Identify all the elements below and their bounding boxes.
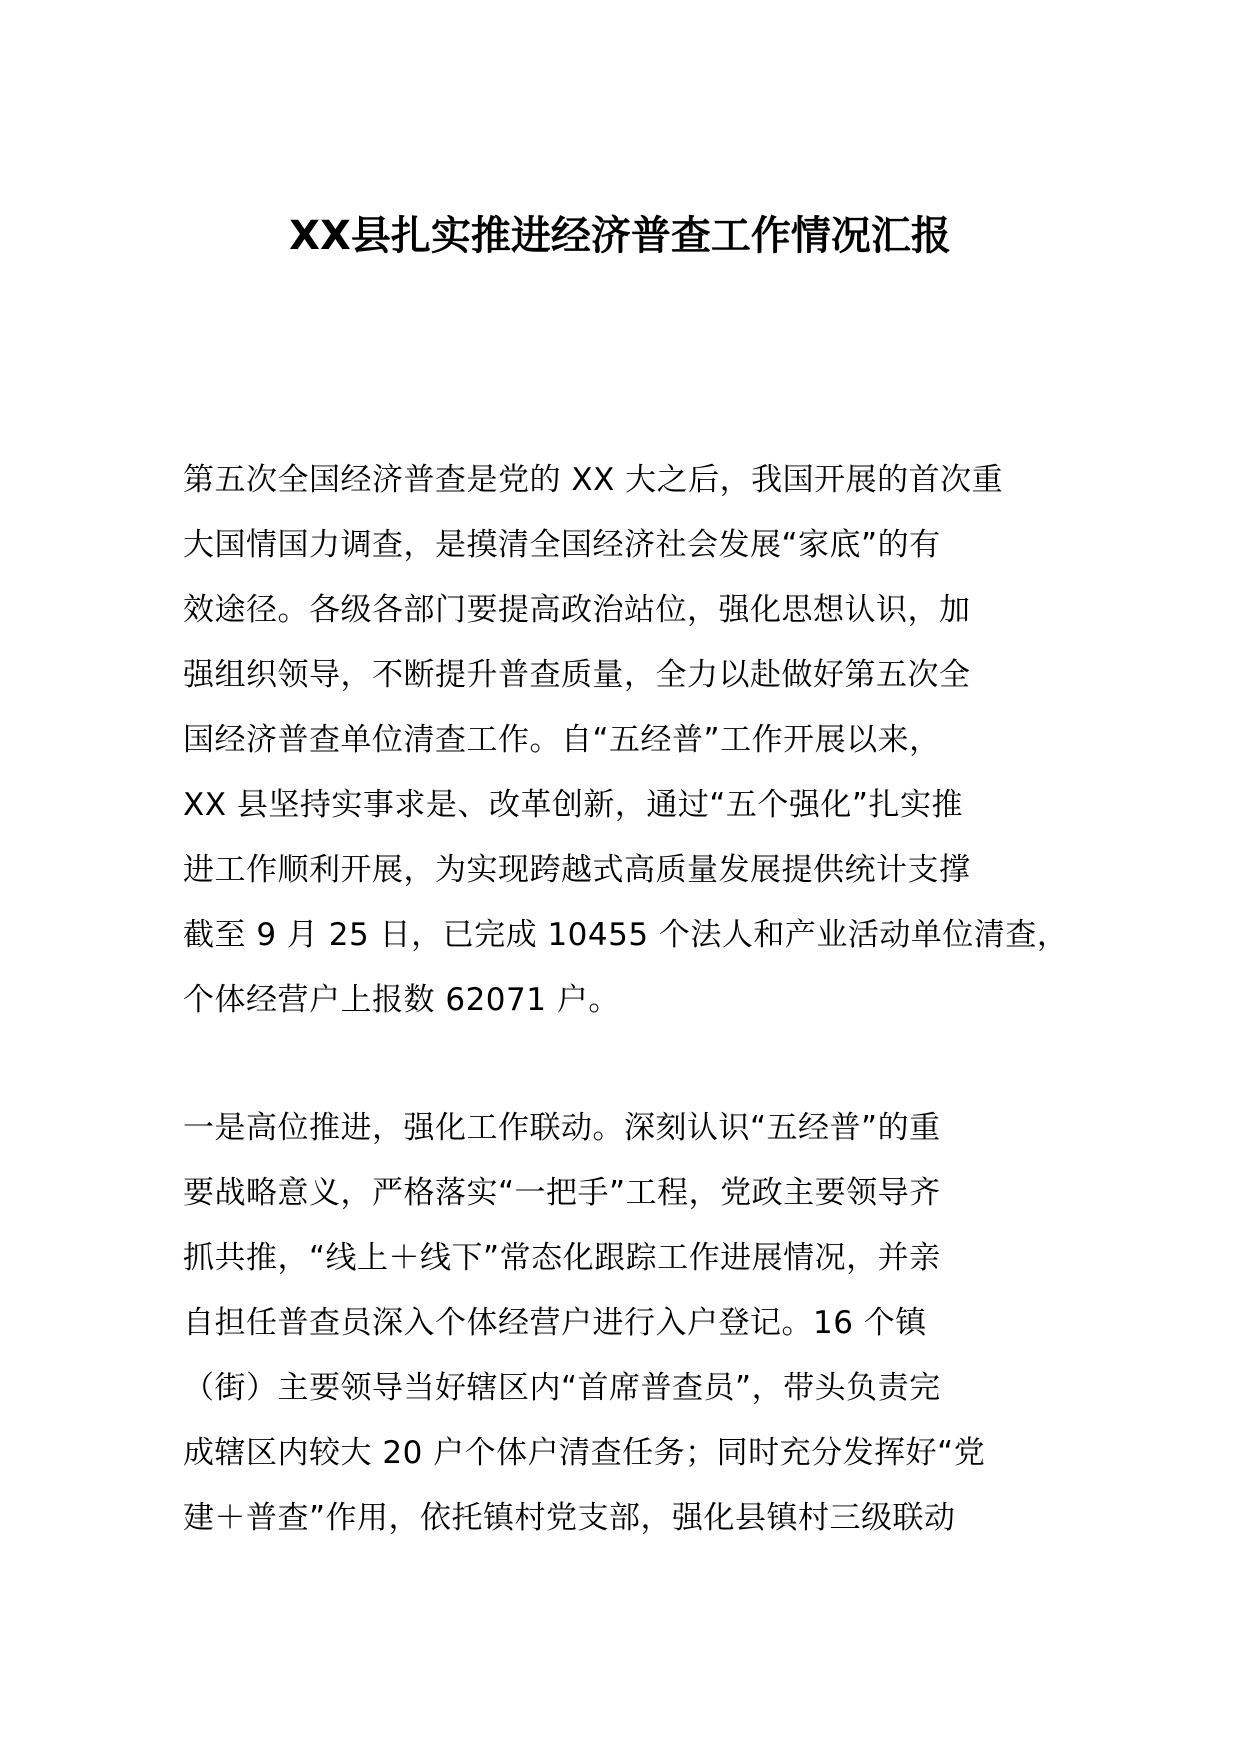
- paragraph-line: 建＋普查”作用，依托镇村党支部，强化县镇村三级联动: [183, 1500, 956, 1536]
- paragraph-line: 一是高位推进，强化工作联动。深刻认识“五经普”的重: [183, 1110, 941, 1146]
- paragraph-line: 成辖区内较大 20 户个体户清查任务；同时充分发挥好“党: [183, 1435, 986, 1471]
- paragraph-line: 第五次全国经济普查是党的 XX 大之后，我国开展的首次重: [183, 462, 1004, 498]
- paragraph-line: 进工作顺利开展，为实现跨越式高质量发展提供统计支撑: [183, 852, 971, 888]
- paragraph-line: 效途径。各级各部门要提高政治站位，强化思想认识，加: [183, 592, 971, 628]
- paragraph-line: 自担任普查员深入个体经营户进行入户登记。16 个镇: [183, 1305, 927, 1341]
- paragraph-line: 个体经营户上报数 62071 户。: [183, 982, 620, 1018]
- paragraph-section-one: [183, 1096, 1083, 1551]
- document-title: XX县扎实推进经济普查工作情况汇报: [289, 213, 951, 259]
- paragraph-line: XX 县坚持实事求是、改革创新，通过“五个强化”扎实推: [183, 787, 963, 823]
- paragraph-intro: [183, 448, 1083, 1033]
- paragraph-line: 抓共推，“线上＋线下”常态化跟踪工作进展情况，并亲: [183, 1240, 941, 1276]
- paragraph-line: 截至 9 月 25 日，已完成 10455 个法人和产业活动单位清查，: [183, 917, 1069, 953]
- paragraph-line: 大国情国力调查，是摸清全国经济社会发展“家底”的有: [183, 527, 941, 563]
- paragraph-line: 要战略意义，严格落实“一把手”工程，党政主要领导齐: [183, 1175, 941, 1211]
- paragraph-line: 强组织领导，不断提升普查质量，全力以赴做好第五次全: [183, 657, 971, 693]
- paragraph-line: 国经济普查单位清查工作。自“五经普”工作开展以来，: [183, 722, 941, 758]
- paragraph-line: （街）主要领导当好辖区内“首席普查员”，带头负责完: [183, 1370, 941, 1406]
